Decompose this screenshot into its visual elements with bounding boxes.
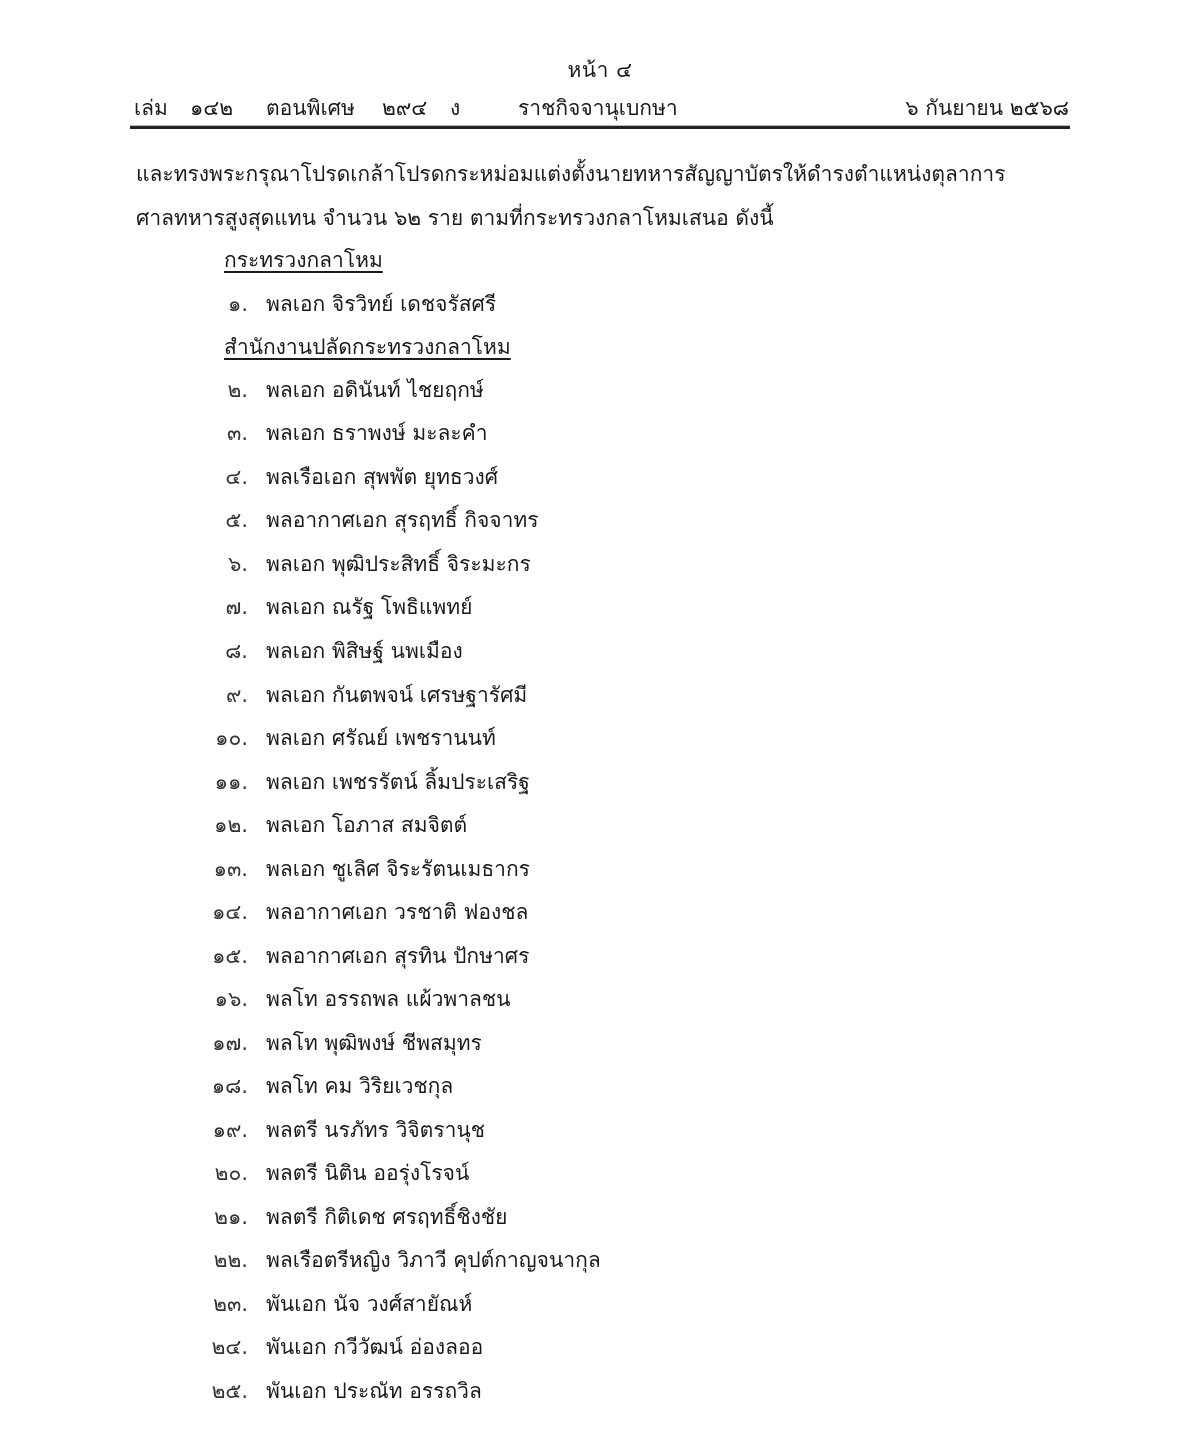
list-item <box>0 1288 1200 1328</box>
list-item <box>0 288 1200 328</box>
item-name: พลเอก พิสิษฐ์ นพเมือง <box>266 639 463 663</box>
item-name: พลเอก ณรัฐ โพธิแพทย์ <box>266 595 473 619</box>
list-item <box>0 766 1200 806</box>
list-item <box>0 679 1200 719</box>
item-name: พลอากาศเอก สุรฤทธิ์ กิจจาทร <box>266 508 539 532</box>
list-item <box>0 1201 1200 1241</box>
item-name: พลเอก โอภาส สมจิตต์ <box>266 813 468 837</box>
item-number: ๘. <box>225 639 248 663</box>
item-name: พลเอก จิรวิทย์ เดชจรัสศรี <box>266 292 497 316</box>
item-number: ๒๐. <box>214 1161 248 1185</box>
list-item <box>0 853 1200 893</box>
item-number: ๑๓. <box>213 857 248 881</box>
item-name: พลเอก พุฒิประสิทธิ์ จิระมะกร <box>266 552 531 576</box>
item-name: พลโท อรรถพล แผ้วพาลชน <box>266 987 511 1011</box>
item-number: ๑๙. <box>212 1118 248 1142</box>
intro-line-2: ศาลทหารสูงสุดแทน จำนวน ๖๒ ราย ตามที่กระทรวงกลาโหมเสนอ ดังนี้ <box>136 206 774 230</box>
list-item <box>0 1157 1200 1197</box>
publication-date: ๖ กันยายน ๒๕๖๘ <box>905 96 1069 120</box>
list-item <box>0 722 1200 762</box>
list-item <box>0 461 1200 501</box>
item-number: ๑๘. <box>211 1074 248 1098</box>
list-item <box>0 1331 1200 1371</box>
item-name: พลโท พุฒิพงษ์ ชีพสมุทร <box>266 1031 482 1055</box>
list-item <box>0 548 1200 588</box>
item-number: ๑๖. <box>214 987 248 1011</box>
item-number: ๑๔. <box>212 900 248 924</box>
volume-label: เล่ม <box>134 96 168 120</box>
item-name: พลตรี นรภัทร วิจิตรานุช <box>266 1118 485 1142</box>
item-number: ๔. <box>225 465 248 489</box>
header-divider <box>130 125 1070 129</box>
issue-number: ๒๙๔ <box>382 96 428 120</box>
item-name: พลเอก ศรัณย์ เพชรานนท์ <box>266 726 496 750</box>
list-item <box>0 1375 1200 1415</box>
section-title-ministry: กระทรวงกลาโหม <box>224 248 383 272</box>
item-number: ๑๑. <box>214 770 248 794</box>
item-name: พันเอก นัจ วงศ์สายัณห์ <box>266 1292 473 1316</box>
item-name: พลตรี กิติเดช ศรฤทธิ์ชิงชัย <box>266 1205 508 1229</box>
list-item <box>0 809 1200 849</box>
volume-number: ๑๔๒ <box>190 96 234 120</box>
item-number: ๑๕. <box>212 944 248 968</box>
list-item <box>0 504 1200 544</box>
item-number: ๒. <box>227 378 248 402</box>
item-number: ๒๕. <box>211 1379 248 1403</box>
list-item <box>0 896 1200 936</box>
list-item <box>0 591 1200 631</box>
item-number: ๕. <box>225 508 248 532</box>
item-number: ๒๓. <box>213 1292 248 1316</box>
item-name: พลอากาศเอก วรชาติ ฟองชล <box>266 900 529 924</box>
item-name: พลอากาศเอก สุรทิน ปักษาศร <box>266 944 530 968</box>
list-item <box>0 417 1200 457</box>
list-item <box>0 1070 1200 1110</box>
item-number: ๒๔. <box>211 1335 248 1359</box>
gazette-header <box>134 92 1069 122</box>
item-name: พลเอก อดินันท์ ไชยฤกษ์ <box>266 378 484 402</box>
item-name: พลเอก ธราพงษ์ มะละคำ <box>266 421 488 445</box>
page-number: หน้า ๔ <box>567 58 633 82</box>
item-number: ๑๐. <box>215 726 248 750</box>
item-name: พลเรือเอก สุพพัต ยุทธวงศ์ <box>266 465 499 489</box>
item-name: พันเอก ประณัท อรรถวิล <box>266 1379 482 1403</box>
list-item <box>0 1027 1200 1067</box>
issue-suffix: ง <box>450 96 461 120</box>
item-number: ๑๗. <box>212 1031 248 1055</box>
item-name: พลเอก เพชรรัตน์ ลิ้มประเสริฐ <box>266 770 530 794</box>
gazette-name: ราชกิจจานุเบกษา <box>518 96 678 120</box>
item-number: ๑๒. <box>214 813 248 837</box>
item-number: ๑. <box>227 292 248 316</box>
list-item <box>0 374 1200 414</box>
list-item <box>0 1244 1200 1284</box>
item-name: พันเอก กวีวัฒน์ อ่องลออ <box>266 1335 484 1359</box>
item-name: พลเอก ชูเลิศ จิระรัตนเมธากร <box>266 857 530 881</box>
list-item <box>0 983 1200 1023</box>
intro-paragraph <box>136 152 1066 240</box>
intro-line-1: และทรงพระกรุณาโปรดเกล้าโปรดกระหม่อมแต่งตั้งนายทหารสัญญาบัตรให้ดำรงตำแหน่งตุลาการ <box>136 162 1006 186</box>
issue-label: ตอนพิเศษ <box>266 96 355 120</box>
item-number: ๒๒. <box>213 1248 248 1272</box>
item-name: พลโท คม วิริยเวชกุล <box>266 1074 454 1098</box>
item-number: ๖. <box>227 552 248 576</box>
list-item <box>0 635 1200 675</box>
item-number: ๙. <box>225 683 248 707</box>
item-number: ๓. <box>226 421 248 445</box>
item-name: พลตรี นิติน ออรุ่งโรจน์ <box>266 1161 470 1185</box>
item-name: พลเรือตรีหญิง วิภาวี คุปต์กาญจนากุล <box>266 1248 601 1272</box>
section-title-permanent-secretary: สำนักงานปลัดกระทรวงกลาโหม <box>224 335 511 359</box>
item-number: ๗. <box>225 595 248 619</box>
list-item <box>0 1114 1200 1154</box>
item-number: ๒๑. <box>214 1205 248 1229</box>
list-item <box>0 940 1200 980</box>
item-name: พลเอก กันตพจน์ เศรษฐารัศมี <box>266 683 528 707</box>
